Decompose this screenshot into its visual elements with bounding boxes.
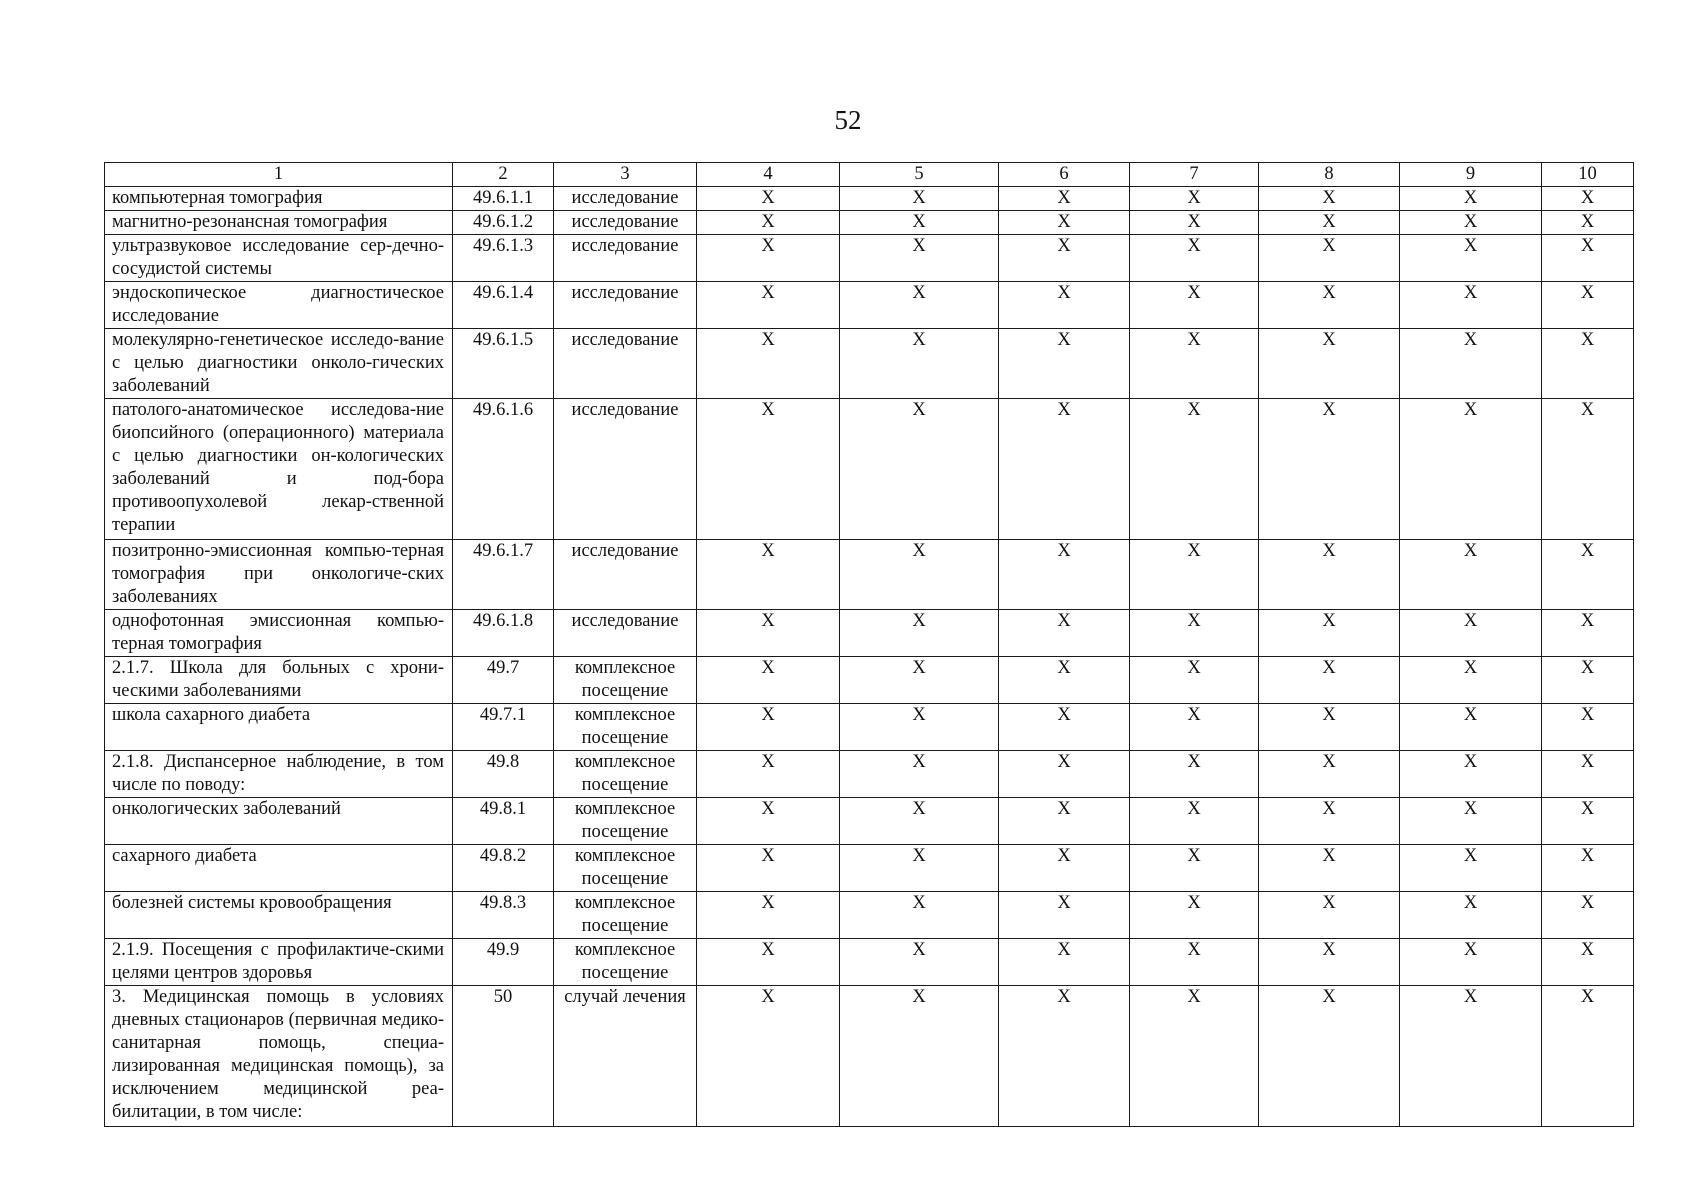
cell-mark: X <box>999 657 1130 704</box>
cell-mark: X <box>1130 751 1259 798</box>
column-header: 10 <box>1542 163 1634 187</box>
table-row <box>105 939 1634 986</box>
cell-mark: X <box>1400 657 1542 704</box>
row-code: 50 <box>453 986 554 1127</box>
cell-mark: X <box>999 704 1130 751</box>
cell-mark: X <box>999 939 1130 986</box>
cell-mark: X <box>1400 235 1542 282</box>
cell-mark: X <box>1400 399 1542 540</box>
cell-mark: X <box>1130 610 1259 657</box>
table-body <box>105 187 1634 1127</box>
table-row <box>105 986 1634 1127</box>
cell-mark: X <box>999 986 1130 1127</box>
table-row <box>105 211 1634 235</box>
cell-mark: X <box>999 845 1130 892</box>
column-header: 9 <box>1400 163 1542 187</box>
row-code: 49.6.1.6 <box>453 399 554 540</box>
cell-mark: X <box>999 798 1130 845</box>
row-name: компьютерная томография <box>105 187 453 211</box>
cell-mark: X <box>697 986 840 1127</box>
cell-mark: X <box>999 540 1130 610</box>
cell-mark: X <box>1130 892 1259 939</box>
cell-mark: X <box>1259 187 1400 211</box>
row-name: онкологических заболеваний <box>105 798 453 845</box>
cell-mark: X <box>999 892 1130 939</box>
data-table <box>104 162 1634 1127</box>
row-unit: исследование <box>554 211 697 235</box>
cell-mark: X <box>697 845 840 892</box>
column-header: 1 <box>105 163 453 187</box>
table-row <box>105 235 1634 282</box>
cell-mark: X <box>1400 939 1542 986</box>
cell-mark: X <box>1259 540 1400 610</box>
row-name: 2.1.7. Школа для больных с хрони-ческими заболеваниями <box>105 657 453 704</box>
cell-mark: X <box>840 399 999 540</box>
row-code: 49.6.1.8 <box>453 610 554 657</box>
cell-mark: X <box>1259 986 1400 1127</box>
cell-mark: X <box>1400 211 1542 235</box>
table-row <box>105 187 1634 211</box>
cell-mark: X <box>697 187 840 211</box>
column-header: 8 <box>1259 163 1400 187</box>
cell-mark: X <box>840 986 999 1127</box>
cell-mark: X <box>1542 329 1634 399</box>
cell-mark: X <box>697 892 840 939</box>
table-row <box>105 704 1634 751</box>
cell-mark: X <box>697 610 840 657</box>
cell-mark: X <box>840 540 999 610</box>
row-code: 49.8 <box>453 751 554 798</box>
cell-mark: X <box>999 329 1130 399</box>
cell-mark: X <box>1130 798 1259 845</box>
cell-mark: X <box>1259 235 1400 282</box>
row-code: 49.7.1 <box>453 704 554 751</box>
cell-mark: X <box>697 329 840 399</box>
row-unit: комплексное посещение <box>554 845 697 892</box>
row-unit: комплексное посещение <box>554 892 697 939</box>
cell-mark: X <box>1259 939 1400 986</box>
cell-mark: X <box>840 751 999 798</box>
cell-mark: X <box>697 211 840 235</box>
cell-mark: X <box>840 235 999 282</box>
table-row <box>105 845 1634 892</box>
cell-mark: X <box>1400 329 1542 399</box>
row-unit: комплексное посещение <box>554 704 697 751</box>
row-code: 49.8.2 <box>453 845 554 892</box>
cell-mark: X <box>1400 892 1542 939</box>
cell-mark: X <box>840 329 999 399</box>
cell-mark: X <box>1259 892 1400 939</box>
row-code: 49.8.3 <box>453 892 554 939</box>
row-unit: исследование <box>554 399 697 540</box>
column-header: 6 <box>999 163 1130 187</box>
row-name: школа сахарного диабета <box>105 704 453 751</box>
row-code: 49.7 <box>453 657 554 704</box>
cell-mark: X <box>697 657 840 704</box>
cell-mark: X <box>999 282 1130 329</box>
row-unit: комплексное посещение <box>554 939 697 986</box>
cell-mark: X <box>1400 610 1542 657</box>
table-row <box>105 540 1634 610</box>
row-name: патолого-анатомическое исследова-ние биопсийного (операционного) материала с целью диагностики он-кологических заболеваний и под-бора противоопухолевой лекар-ственной терапии <box>105 399 453 540</box>
row-code: 49.6.1.7 <box>453 540 554 610</box>
table-row <box>105 399 1634 540</box>
row-name: однофотонная эмиссионная компью-терная томография <box>105 610 453 657</box>
row-code: 49.6.1.2 <box>453 211 554 235</box>
cell-mark: X <box>1130 845 1259 892</box>
cell-mark: X <box>1259 704 1400 751</box>
cell-mark: X <box>1542 399 1634 540</box>
cell-mark: X <box>840 657 999 704</box>
row-name: эндоскопическое диагностическое исследование <box>105 282 453 329</box>
cell-mark: X <box>1259 329 1400 399</box>
cell-mark: X <box>1130 704 1259 751</box>
cell-mark: X <box>1542 610 1634 657</box>
cell-mark: X <box>1130 986 1259 1127</box>
table-row <box>105 892 1634 939</box>
row-unit: исследование <box>554 187 697 211</box>
table-row <box>105 610 1634 657</box>
cell-mark: X <box>1400 704 1542 751</box>
table-row <box>105 798 1634 845</box>
row-unit: случай лечения <box>554 986 697 1127</box>
cell-mark: X <box>840 282 999 329</box>
page-number: 52 <box>834 105 862 135</box>
cell-mark: X <box>1400 751 1542 798</box>
cell-mark: X <box>840 704 999 751</box>
column-header: 2 <box>453 163 554 187</box>
cell-mark: X <box>840 939 999 986</box>
cell-mark: X <box>1130 329 1259 399</box>
cell-mark: X <box>840 845 999 892</box>
row-code: 49.6.1.1 <box>453 187 554 211</box>
cell-mark: X <box>1130 540 1259 610</box>
cell-mark: X <box>840 187 999 211</box>
cell-mark: X <box>840 610 999 657</box>
column-header: 4 <box>697 163 840 187</box>
cell-mark: X <box>999 399 1130 540</box>
row-name: 2.1.8. Диспансерное наблюдение, в том числе по поводу: <box>105 751 453 798</box>
cell-mark: X <box>1400 540 1542 610</box>
cell-mark: X <box>1259 845 1400 892</box>
cell-mark: X <box>1259 282 1400 329</box>
row-name: молекулярно-генетическое исследо-вание с целью диагностики онколо-гических заболеваний <box>105 329 453 399</box>
cell-mark: X <box>1130 211 1259 235</box>
cell-mark: X <box>1400 845 1542 892</box>
cell-mark: X <box>1542 798 1634 845</box>
table-row <box>105 282 1634 329</box>
row-name: ультразвуковое исследование сер-дечно-сосудистой системы <box>105 235 453 282</box>
row-code: 49.6.1.3 <box>453 235 554 282</box>
row-unit: комплексное посещение <box>554 657 697 704</box>
cell-mark: X <box>697 235 840 282</box>
row-code: 49.6.1.5 <box>453 329 554 399</box>
cell-mark: X <box>1130 399 1259 540</box>
cell-mark: X <box>697 540 840 610</box>
row-unit: комплексное посещение <box>554 798 697 845</box>
cell-mark: X <box>1542 540 1634 610</box>
cell-mark: X <box>999 610 1130 657</box>
cell-mark: X <box>1130 235 1259 282</box>
cell-mark: X <box>1542 892 1634 939</box>
column-header: 3 <box>554 163 697 187</box>
cell-mark: X <box>1400 282 1542 329</box>
cell-mark: X <box>1542 282 1634 329</box>
cell-mark: X <box>1259 657 1400 704</box>
cell-mark: X <box>1542 187 1634 211</box>
cell-mark: X <box>697 282 840 329</box>
row-name: сахарного диабета <box>105 845 453 892</box>
cell-mark: X <box>1542 845 1634 892</box>
cell-mark: X <box>1542 751 1634 798</box>
cell-mark: X <box>1259 798 1400 845</box>
row-code: 49.6.1.4 <box>453 282 554 329</box>
column-header: 7 <box>1130 163 1259 187</box>
row-unit: исследование <box>554 235 697 282</box>
cell-mark: X <box>1400 986 1542 1127</box>
column-header: 5 <box>840 163 999 187</box>
row-unit: комплексное посещение <box>554 751 697 798</box>
row-unit: исследование <box>554 610 697 657</box>
cell-mark: X <box>1542 704 1634 751</box>
cell-mark: X <box>840 892 999 939</box>
cell-mark: X <box>1130 939 1259 986</box>
table-row <box>105 751 1634 798</box>
cell-mark: X <box>840 798 999 845</box>
cell-mark: X <box>697 399 840 540</box>
header-row <box>105 163 1634 187</box>
cell-mark: X <box>1259 610 1400 657</box>
cell-mark: X <box>1542 235 1634 282</box>
row-name: болезней системы кровообращения <box>105 892 453 939</box>
cell-mark: X <box>1542 986 1634 1127</box>
cell-mark: X <box>1400 798 1542 845</box>
cell-mark: X <box>697 939 840 986</box>
row-name: магнитно-резонансная томография <box>105 211 453 235</box>
cell-mark: X <box>1542 211 1634 235</box>
cell-mark: X <box>697 798 840 845</box>
row-name: позитронно-эмиссионная компью-терная томография при онкологиче-ских заболеваниях <box>105 540 453 610</box>
cell-mark: X <box>999 235 1130 282</box>
cell-mark: X <box>1130 187 1259 211</box>
cell-mark: X <box>1542 939 1634 986</box>
row-code: 49.9 <box>453 939 554 986</box>
row-unit: исследование <box>554 282 697 329</box>
cell-mark: X <box>840 211 999 235</box>
row-unit: исследование <box>554 540 697 610</box>
cell-mark: X <box>1130 657 1259 704</box>
cell-mark: X <box>1259 399 1400 540</box>
row-code: 49.8.1 <box>453 798 554 845</box>
cell-mark: X <box>999 751 1130 798</box>
cell-mark: X <box>999 211 1130 235</box>
cell-mark: X <box>1542 657 1634 704</box>
row-name: 2.1.9. Посещения с профилактиче-скими целями центров здоровья <box>105 939 453 986</box>
row-name: 3. Медицинская помощь в условиях дневных стационаров (первичная медико-санитарная помощь, специа-лизированная медицинская помощь), за исключением медицинской реа-билитации, в том числе: <box>105 986 453 1127</box>
cell-mark: X <box>1259 211 1400 235</box>
cell-mark: X <box>1400 187 1542 211</box>
cell-mark: X <box>697 751 840 798</box>
table-row <box>105 657 1634 704</box>
row-unit: исследование <box>554 329 697 399</box>
cell-mark: X <box>1130 282 1259 329</box>
table-row <box>105 329 1634 399</box>
cell-mark: X <box>697 704 840 751</box>
cell-mark: X <box>1259 751 1400 798</box>
cell-mark: X <box>999 187 1130 211</box>
